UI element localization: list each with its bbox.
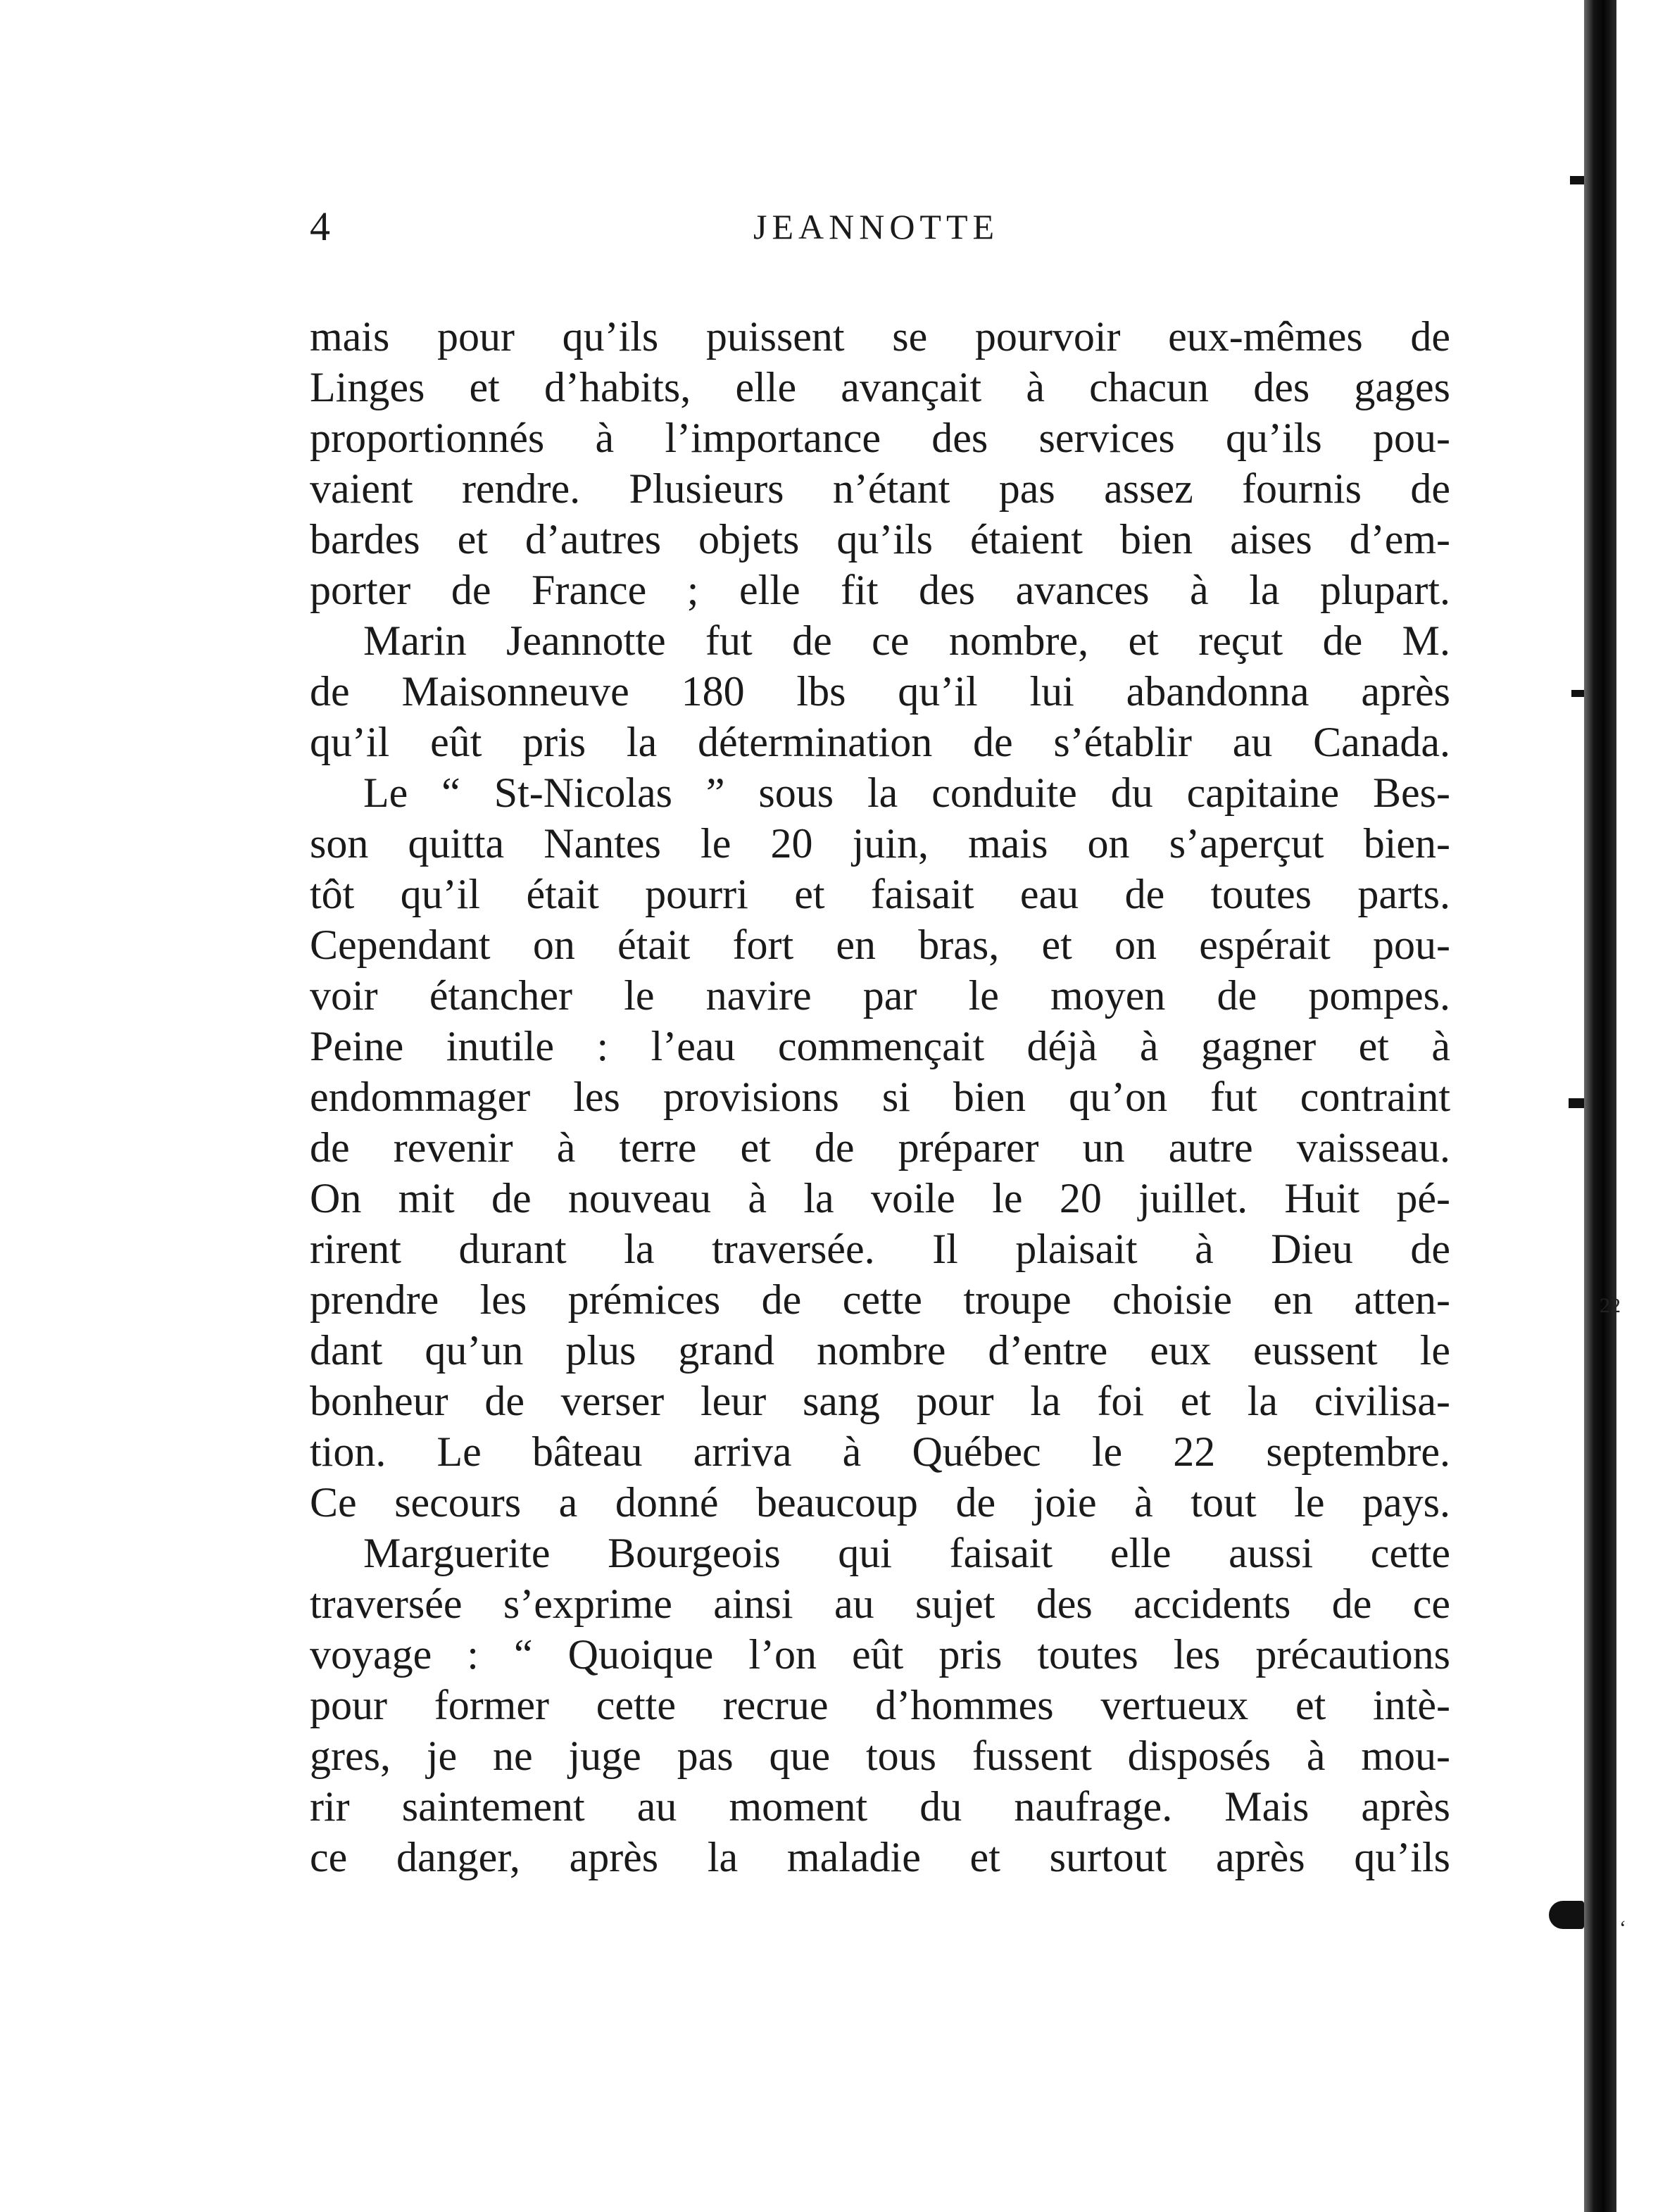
text-line: vaient rendre. Plusieurs n’étant pas assez fournis de	[310, 465, 1450, 512]
text-line: voyage : “ Quoique l’on eût pris toutes les précautions	[310, 1631, 1450, 1678]
binding-speck	[1570, 176, 1584, 184]
page-header	[310, 199, 1450, 255]
text-line: endommager les provisions si bien qu’on fut contraint	[310, 1074, 1450, 1120]
text-line: Ce secours a donné beaucoup de joie à tout le pays.	[310, 1479, 1450, 1526]
text-line: traversée s’exprime ainsi au sujet des accidents de ce	[310, 1581, 1450, 1627]
text-line: bonheur de verser leur sang pour la foi et la civilisa-	[310, 1378, 1450, 1424]
running-title: JEANNOTTE	[753, 207, 1000, 246]
text-line: mais pour qu’ils puissent se pourvoir eux-mêmes de	[310, 313, 1450, 360]
binding-speck	[1571, 690, 1584, 697]
text-line: On mit de nouveau à la voile le 20 juillet. Huit pé-	[310, 1175, 1450, 1221]
text-line: gres, je ne juge pas que tous fussent disposés à mou-	[310, 1733, 1450, 1779]
text-line: tion. Le bâteau arriva à Québec le 22 septembre.	[310, 1428, 1450, 1475]
text-line: Marguerite Bourgeois qui faisait elle aussi cette	[363, 1530, 1450, 1576]
text-line: Cependant on était fort en bras, et on espérait pou-	[310, 922, 1450, 968]
text-line: prendre les prémices de cette troupe choisie en atten-	[310, 1276, 1450, 1323]
margin-mark: ‘	[1619, 1916, 1626, 1940]
text-line: son quitta Nantes le 20 juin, mais on s’aperçut bien-	[310, 820, 1450, 867]
text-line: bardes et d’autres objets qu’ils étaient bien aises d’em-	[310, 516, 1450, 563]
text-line: qu’il eût pris la détermination de s’établir au Canada.	[310, 719, 1450, 765]
page-number: 4	[310, 203, 330, 249]
book-binding-edge	[1584, 0, 1616, 2212]
text-line: Linges et d’habits, elle avançait à chacun des gages	[310, 364, 1450, 410]
text-line: rir saintement au moment du naufrage. Mais après	[310, 1783, 1450, 1830]
binding-speck	[1569, 1098, 1584, 1108]
binding-speck	[1549, 1901, 1584, 1929]
text-line: tôt qu’il était pourri et faisait eau de toutes parts.	[310, 871, 1450, 917]
body-text	[310, 311, 1450, 1883]
text-line: Le “ St-Nicolas ” sous la conduite du capitaine Bes-	[363, 769, 1450, 816]
text-line: de Maisonneuve 180 lbs qu’il lui abandonna après	[310, 668, 1450, 715]
text-line: de revenir à terre et de préparer un autre vaisseau.	[310, 1124, 1450, 1171]
text-line: ce danger, après la maladie et surtout après qu’ils	[310, 1834, 1450, 1880]
text-line: pour former cette recrue d’hommes vertueux et intè-	[310, 1682, 1450, 1728]
text-line: dant qu’un plus grand nombre d’entre eux eussent le	[310, 1327, 1450, 1374]
text-line: Peine inutile : l’eau commençait déjà à gagner et à	[310, 1023, 1450, 1069]
margin-mark: 22	[1600, 1294, 1621, 1317]
text-line: porter de France ; elle fit des avances à la plupart.	[310, 567, 1450, 613]
text-line: Marin Jeannotte fut de ce nombre, et reçut de M.	[363, 617, 1450, 664]
text-line: proportionnés à l’importance des services qu’ils pou-	[310, 415, 1450, 461]
text-line: voir étancher le navire par le moyen de pompes.	[310, 972, 1450, 1019]
text-line: rirent durant la traversée. Il plaisait à Dieu de	[310, 1226, 1450, 1272]
